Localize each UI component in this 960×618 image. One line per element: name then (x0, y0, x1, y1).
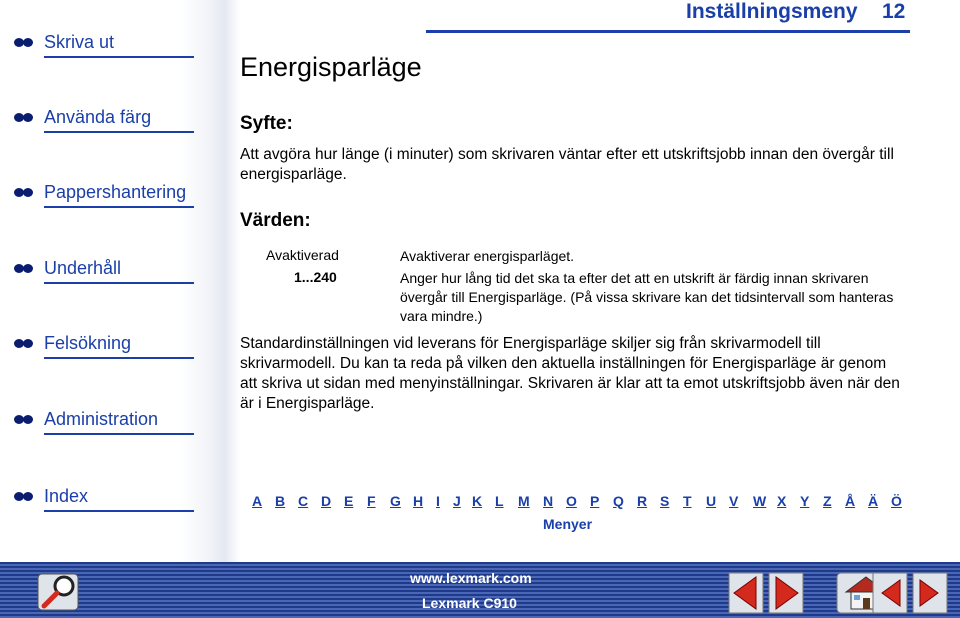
sidebar-item-label: Skriva ut (44, 31, 115, 52)
divider (44, 56, 194, 58)
divider (44, 357, 194, 359)
alphabet-link[interactable]: V (729, 493, 739, 509)
divider (44, 131, 194, 133)
sidebar-item-anvanda-farg[interactable] (14, 105, 151, 129)
alphabet-link[interactable]: N (543, 493, 554, 509)
alphabet-link[interactable]: Ä (868, 493, 879, 509)
alphabet-link[interactable]: T (683, 493, 692, 509)
bullet-icon (14, 336, 34, 350)
alphabet-link[interactable]: H (413, 493, 424, 509)
sidebar-item-label: Administration (44, 408, 159, 429)
alphabet-link[interactable]: U (706, 493, 717, 509)
sidebar (0, 0, 240, 562)
divider (44, 433, 194, 435)
alphabet-link[interactable]: E (344, 493, 354, 509)
value-description: Anger hur lång tid det ska ta efter det att en utskrift är färdig innan skrivaren övergår till Energisparläge. (På vissa skrivare kan det tidsintervall som hanteras vara mindre.) (400, 270, 894, 324)
alphabet-link[interactable]: I (436, 493, 440, 509)
alphabet-link[interactable]: Z (823, 493, 832, 509)
alphabet-link[interactable]: S (660, 493, 670, 509)
divider (44, 282, 194, 284)
value-term: 1...240 (294, 269, 337, 285)
sidebar-item-label: Underhåll (44, 257, 122, 278)
alphabet-link[interactable]: M (518, 493, 530, 509)
forward-arrow-icon[interactable] (768, 572, 804, 614)
sidebar-item-pappershantering[interactable] (14, 180, 186, 204)
model-name: Lexmark C910 (422, 595, 517, 611)
alphabet-link[interactable]: G (390, 493, 401, 509)
menus-link[interactable]: Menyer (543, 516, 593, 532)
divider (44, 510, 194, 512)
alphabet-link[interactable]: R (637, 493, 648, 509)
purpose-heading: Syfte: (240, 113, 293, 134)
bullet-icon (14, 35, 34, 49)
sidebar-item-underhall[interactable] (14, 256, 121, 280)
sidebar-item-label: Använda färg (44, 106, 152, 127)
alphabet-link[interactable]: Å (845, 493, 856, 509)
sidebar-item-label: Felsökning (44, 332, 132, 353)
alphabet-link[interactable]: J (453, 493, 461, 509)
alphabet-link[interactable]: D (321, 493, 332, 509)
page-title: Energisparläge (240, 52, 422, 82)
bullet-icon (14, 110, 34, 124)
website-link[interactable]: www.lexmark.com (410, 570, 532, 586)
alphabet-link[interactable]: X (777, 493, 787, 509)
alphabet-link[interactable]: L (495, 493, 504, 509)
alphabet-index (252, 493, 914, 509)
alphabet-link[interactable]: Q (613, 493, 624, 509)
sidebar-item-index[interactable] (14, 484, 88, 508)
sidebar-item-label: Pappershantering (44, 181, 187, 202)
alphabet-link[interactable]: Ö (891, 493, 902, 509)
sidebar-item-administration[interactable] (14, 407, 158, 431)
note-text: Standardinställningen vid leverans för Energisparläge skiljer sig från skrivarmodell till skrivarmodell. Du kan ta reda på vilken den aktuella inställningen för Energisparläge är genom att skriva ut sidan med menyinställningar. Skrivaren är klar att ta emot utskriftsjobb även när den är i Energisparläge. (240, 335, 900, 412)
header-divider (426, 30, 910, 33)
alphabet-link[interactable]: B (275, 493, 286, 509)
divider (44, 206, 194, 208)
values-heading: Värden: (240, 210, 311, 231)
page-number: 12 (882, 0, 906, 23)
value-description: Avaktiverar energisparläget. (400, 248, 575, 264)
purpose-text: Att avgöra hur länge (i minuter) som skrivaren väntar efter ett utskriftsjobb innan den övergår till energisparläge. (240, 146, 894, 183)
sidebar-item-skriva-ut[interactable] (14, 30, 114, 54)
alphabet-link[interactable]: P (590, 493, 600, 509)
previous-page-icon[interactable] (872, 572, 908, 614)
alphabet-link[interactable]: Y (800, 493, 810, 509)
sidebar-item-label: Index (44, 485, 89, 506)
section-title: Inställningsmeny (686, 0, 858, 23)
alphabet-link[interactable]: K (472, 493, 483, 509)
alphabet-link[interactable]: O (566, 493, 577, 509)
magnifier-icon[interactable] (34, 570, 86, 614)
value-term: Avaktiverad (266, 247, 339, 263)
alphabet-link[interactable]: F (367, 493, 376, 509)
back-arrow-icon[interactable] (728, 572, 764, 614)
bullet-icon (14, 261, 34, 275)
alphabet-link[interactable]: A (252, 493, 263, 509)
bullet-icon (14, 489, 34, 503)
next-page-icon[interactable] (912, 572, 948, 614)
alphabet-link[interactable]: C (298, 493, 309, 509)
alphabet-link[interactable]: W (753, 493, 767, 509)
sidebar-item-felsokning[interactable] (14, 331, 131, 355)
bullet-icon (14, 185, 34, 199)
bullet-icon (14, 412, 34, 426)
